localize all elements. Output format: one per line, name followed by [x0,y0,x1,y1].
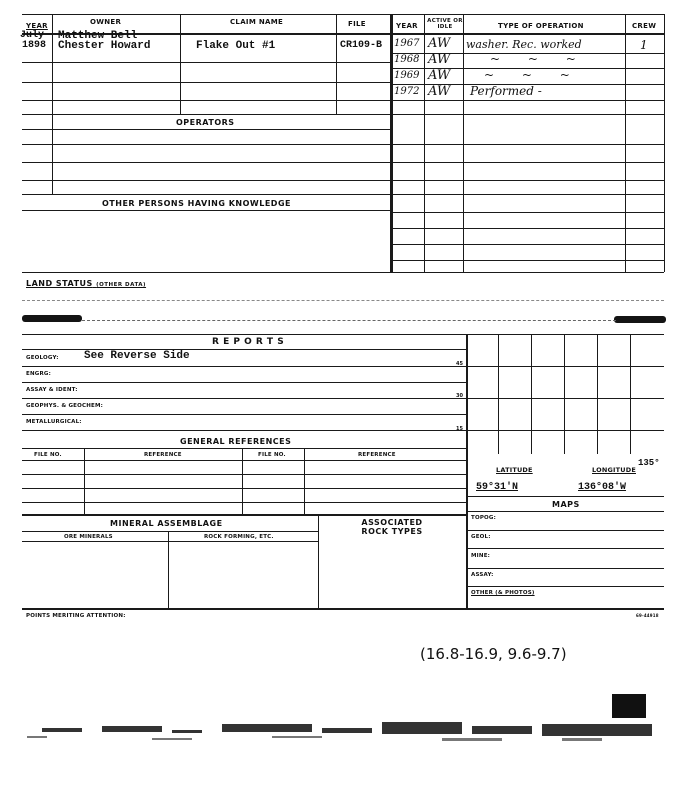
land-status-heading [26,279,146,288]
other-persons-heading: OTHER PERSONS HAVING KNOWLEDGE [102,199,291,208]
owner-row2-name: Chester Howard [58,40,151,52]
mineral-assemblage-heading: MINERAL ASSEMBLAGE [110,519,223,528]
operators-rule [22,129,392,130]
grid-line [597,334,598,454]
refs-col-file-no: FILE NO. [258,452,286,458]
right-row-line [392,228,664,229]
land-status-dotted-line [22,300,664,302]
refs-divider [304,448,305,514]
margin-number-30: 30 [456,393,463,399]
divider-owner [180,14,181,114]
refs-row-line [22,502,466,503]
persons-bottom-rule [22,272,664,273]
general-references-heading: GENERAL REFERENCES [180,437,292,446]
activity-row-line [392,114,664,115]
grid-line [468,366,664,367]
points-meriting-label: POINTS MERITING ATTENTION: [26,613,126,619]
geology-value: See Reverse Side [84,350,190,362]
form-code: 69-44918 [636,613,659,618]
latitude-label: LATITUDE [496,466,533,474]
col-type-header: TYPE OF OPERATION [498,22,584,30]
activity-status-1: AW [428,36,451,51]
activity-crew-1: 1 [640,38,648,52]
grid-line [468,398,664,399]
redaction-mark [614,316,666,323]
land-status-subtitle: (OTHER DATA) [96,282,147,288]
operators-row-line [22,194,664,195]
maps-heading: MAPS [552,500,580,509]
mineral-under-rule [22,531,318,532]
scan-speck [612,694,646,718]
owner-row-line [22,100,392,101]
metallurgical-label: METALLURGICAL: [26,419,82,425]
divider-claim [336,14,337,114]
margin-number-45: 45 [456,361,463,367]
grid-line [564,334,565,454]
claim-name-value: Flake Out #1 [196,40,276,52]
activity-year-2: 1968 [394,54,420,65]
reports-heading: R E P O R T S [212,337,285,347]
activity-year-1: 1967 [394,38,420,49]
owner-row2-year: 1898 [22,40,47,51]
land-status-rule [82,320,616,322]
activity-status-2: AW [428,52,451,67]
refs-divider [242,448,243,514]
longitude-value: 136°08'W [578,482,627,493]
mineral-col-divider [168,531,169,608]
operators-row-line [22,144,664,145]
refs-row-line [22,488,466,489]
mine-label: MINE: [471,553,491,559]
refs-col-reference: REFERENCE [144,452,182,458]
mineral-divider [318,514,319,608]
owner-row1-name: Matthew Bell [58,30,138,42]
points-top-rule [22,608,664,610]
ore-minerals-label: ORE MINERALS [64,534,113,540]
associated-rock-heading: ASSOCIATED ROCK TYPES [361,518,423,536]
assay-ident-label: ASSAY & IDENT: [26,387,78,393]
other-photos-label: OTHER (& PHOTOS) [471,590,535,596]
refs-col-reference: REFERENCE [358,452,396,458]
activity-type-1: washer. Rec. worked [466,38,582,51]
reports-row-line [22,382,466,383]
operators-heading: OPERATORS [176,118,235,127]
assay-label: ASSAY: [471,572,494,578]
mineral-row-line [22,541,318,542]
right-row-line [392,212,664,213]
right-row-line [392,260,664,261]
file-number-value: CR109-B [340,40,383,51]
operators-row-line [22,180,664,181]
reports-row-line [22,414,466,415]
maps-row-line [468,568,664,569]
maps-row-line [468,530,664,531]
scan-noise-svg [22,718,672,746]
refs-row-line [22,474,466,475]
activity-year-4: 1972 [394,86,420,97]
activity-year-3: 1969 [394,70,420,81]
reports-top-rule [22,334,664,335]
right-row-line [392,244,664,245]
reports-row-line [22,366,466,367]
grid-line [531,334,532,454]
grid-line [498,334,499,454]
refs-row-line [22,460,466,461]
activity-type-3: ~ ~ ~ [484,68,582,82]
refs-under-rule [22,448,466,449]
top-border [22,14,664,15]
owner-row-line [22,62,392,63]
handwritten-coordinates-note: (16.8-16.9, 9.6-9.7) [420,645,567,663]
col-claim-header: CLAIM NAME [230,18,284,26]
owner-row1-year: July [20,30,45,41]
engrg-label: ENGRG: [26,371,52,377]
other-persons-rule [22,210,392,211]
topog-label: TOPOG: [471,515,497,521]
col-year-header: YEAR [26,22,48,30]
grid-line [468,430,664,431]
land-status-title: LAND STATUS [26,279,93,288]
activity-row-line [392,100,664,101]
col-crew-header: CREW [632,22,657,30]
longitude-prefix: 135° [638,458,660,468]
rock-forming-label: ROCK FORMING, ETC. [204,534,274,540]
col-active-header: ACTIVE OR IDLE [427,18,463,30]
divider-year [52,14,53,194]
geophys-label: GEOPHYS. & GEOCHEM: [26,403,104,409]
redaction-mark [22,315,82,322]
refs-bottom-rule [22,514,466,516]
reports-row-line [22,430,466,431]
reports-right-divider [466,334,468,608]
refs-col-file-no: FILE NO. [34,452,62,458]
maps-row-line [468,548,664,549]
col-year2-header: YEAR [396,22,418,30]
maps-under-rule [468,511,664,512]
refs-divider [84,448,85,514]
activity-status-3: AW [428,68,451,83]
geology-label: GEOLOGY: [26,355,59,361]
maps-row-line [468,586,664,587]
activity-type-2: ~ ~ ~ [490,52,588,66]
maps-rule [468,496,664,497]
scan-noise-strip [22,718,672,746]
reports-row-line [22,398,466,399]
margin-number-15: 15 [456,426,463,432]
activity-status-4: AW [428,84,451,99]
longitude-label: LONGITUDE [592,466,636,474]
right-border-top [664,14,665,272]
operators-row-line [22,162,664,163]
activity-type-4: Performed - [470,84,542,98]
latitude-value: 59°31'N [476,482,519,493]
col-file-header: FILE [348,20,366,28]
owner-row-line [22,114,392,115]
col-owner-header: OWNER [90,18,122,26]
owner-row-line [22,82,392,83]
grid-line [630,334,631,454]
geol-label: GEOL: [471,534,491,540]
